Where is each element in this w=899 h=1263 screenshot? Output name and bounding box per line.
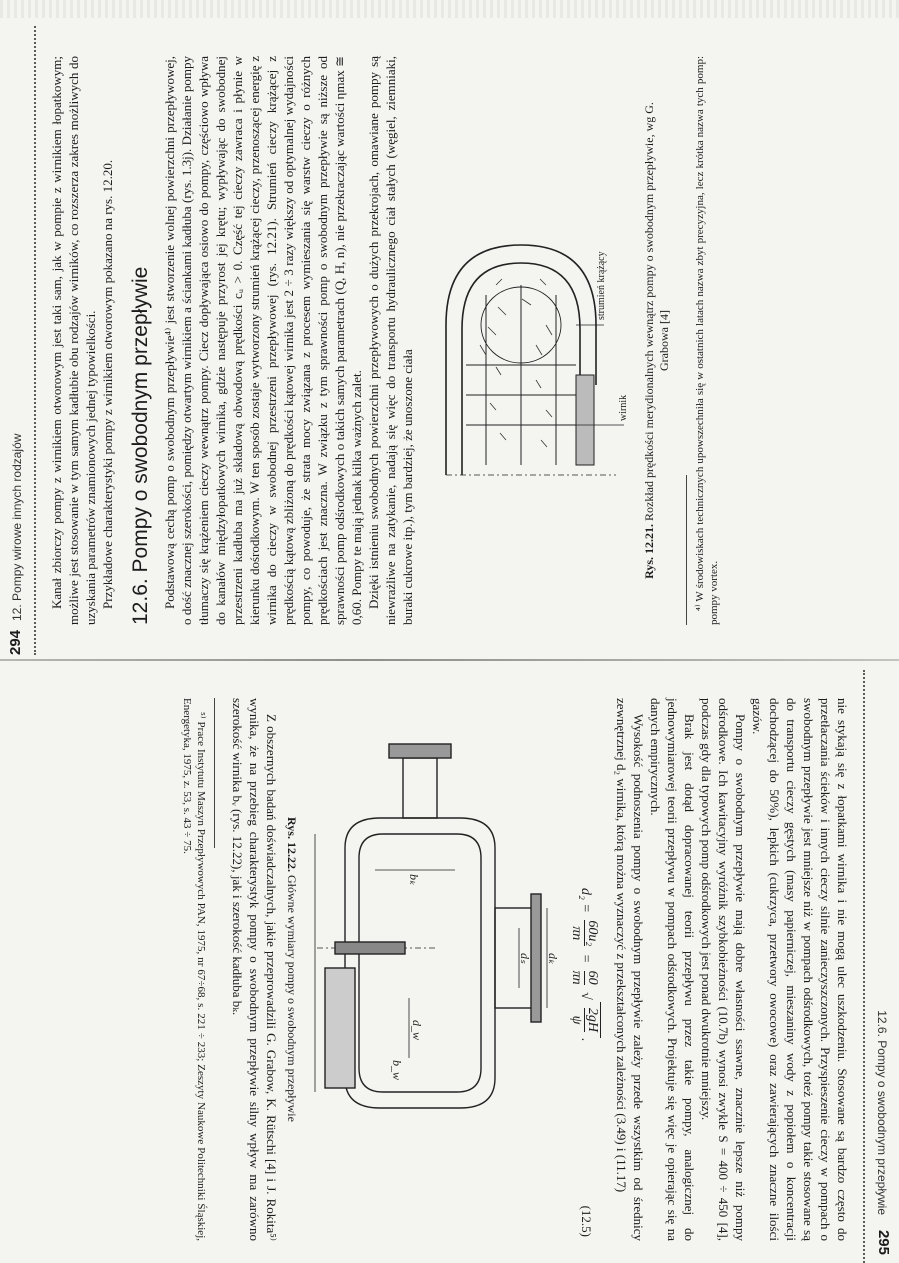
page-header	[0, 26, 36, 655]
equation-body: d₂ = 60u₂ πn = 60 πn √ 2gH ψ .	[569, 888, 601, 1042]
label-dw: d_w	[410, 1020, 424, 1041]
equation-number: (12.5)	[579, 1205, 594, 1237]
page-header	[863, 670, 899, 1263]
caption-number: Rys. 12.21.	[642, 524, 656, 579]
section-heading: 12.6. Pompy o swobodnym przepływie	[129, 266, 152, 625]
footnote-rule	[686, 475, 687, 625]
label-ds: dₛ	[518, 953, 532, 964]
paragraph: Podstawową cechą pomp o swobodnym przepływie⁴⁾ jest stworzenie wolnej powierzchni przepływowej, o dość znacznej szerokości, pomiędzy otwartym wirnikiem a ściankami kadłuba (rys. 1.3j). Działanie pompy tłumaczy się krążeniem cieczy wewnątrz pompy. Ciecz dopływająca osiowo do pompy, częściowo wpływa do kanałów międzyłopatkowych wirnika, gdzie następuje przyrost jej krętu; wypływając do swobodnej przestrzeni kadłuba ma już składową obwodową prędkości cᵤ > 0. Część tej cieczy zawraca i płynie w kierunku dośrodkowym. W ten sposób zostaje wytworzony strumień krążącej cieczy, przenoszącej energię z wirnika do cieczy w swobodnej przestrzeni przepływowej (rys. 12.21). Strumień cieczy krążącej z prędkością kątową zbliżoną do prędkości kątowej wirnika jest 2 ÷ 3 razy większy od optymalnej wydajności pompy, co powoduje, że strata mocy związana z procesem wymieszania się warstw cieczy o różnych prędkościach jest znaczna. W związku z tym sprawności pomp o swobodnym przepływie są niższe od sprawności pomp odśrodkowych o takich samych parametrach (Q, H, n), nie przekraczając wartości ηmax ≅ 0,60. Pompy te mają jednak kilka ważnych zalet.	[162, 56, 364, 625]
velocity-distribution-drawing	[426, 56, 636, 625]
page-295	[0, 670, 899, 1263]
running-head: 12. Pompy wirowe innych rodzajów	[10, 433, 24, 621]
paragraph: Z obszernych badań doświadczalnych, jakie przeprowadzili G. Grabow, K. Rütschi [4] i J. Rokita⁵⁾ wynika, że na przebieg charakterystyk pompy o swobodnym przepływie silny wpływ ma zarówno szerokość wirnika bᵥ (rys. 12.22), jak i szerokość kadłuba bₖ.	[230, 698, 279, 1241]
figure-12-21	[426, 56, 672, 625]
paragraph: Wysokość podnoszenia pompy o swobodnym przepływie zależy przede wszystkim od średnicy zewnętrznej d₂ wirnika, którą można wyznaczyć z przekształconych zależności (3.49) i (11.17)	[614, 698, 646, 1241]
label-bk: bₖ	[407, 874, 421, 886]
label-impeller: wirnik	[618, 394, 629, 421]
figure-caption	[284, 738, 299, 1201]
paragraph: Kanał zbiorczy pompy z wirnikiem otworowym jest taki sam, jak w pompie z wirnikiem łopatkowym; możliwe jest stosowanie w tym samym kadłubie obu rodzajów wirników, co rozszerza zakres możliwych do uzyskania parametrów znamionowych jednej typowielkości.	[49, 56, 98, 625]
caption-text: Rozkład prędkości merydionalnych wewnątrz pompy o swobodnym przepływie, wg G. Grabowa [4]	[642, 102, 671, 524]
caption-text: Główne wymiary pompy o swobodnym przepływie	[285, 871, 299, 1122]
page-number: 295	[875, 1229, 892, 1255]
paragraph: Dzięki istnieniu swobodnych powierzchni przepływowych o dużych przekrojach, omawiane pompy są niewrażliwe na zatykanie, nadają się więc do transportu hydraulicznego ciał stałych (węgiel, ziemniaki, buraki cukrowe itp.), tym bardziej, że unoszone ciała	[366, 56, 415, 625]
label-bw: b_w	[390, 1060, 404, 1081]
paragraph: Brak jest dotąd dopracowanej teorii przepływu przez takie pompy, analogicznej do jednowymiarowej teorii przepływu w pompach odśrodkowych. Projektuje się więc je opierając się na danych empirycznych.	[648, 698, 697, 1241]
footnote: ⁴⁾ W środowiskach technicznych upowszechniła się w ostatnich latach nazwa zbyt precyzyjna, lecz krótka nazwa tych pomp: pompy vortex.	[694, 56, 720, 625]
paragraph: Przykładowe charakterystyki pompy z wirnikiem otworowym pokazano na rys. 12.20.	[100, 159, 115, 609]
equation-12-5	[565, 698, 607, 1241]
page-294	[0, 26, 899, 655]
page-gutter	[0, 659, 899, 661]
scan-edge	[0, 0, 899, 18]
caption-number: Rys. 12.22.	[285, 817, 299, 872]
figure-12-22	[284, 698, 560, 1241]
paragraph: Pompy o swobodnym przepływie mają dobre własności ssawne, znacznie lepsze niż pompy odśrodkowe. Ich kawitacyjny wyróżnik szybkobieżności (10.7b) wynosi zwykle S = 400 ÷ 450 [4], podczas gdy dla typowych pomp odśrodkowych jest ponad dwukrotnie mniejszy.	[699, 698, 748, 1241]
page-body	[180, 698, 851, 1241]
footnote: ⁵⁾ Prace Instytutu Maszyn Przepływowych PAN, 1975, nr 67÷68, s. 221 ÷ 233; Zeszyty Naukowe Politechniki Śląskiej, Energetyka, 1975, z. 53, s. 43 ÷ 75.	[181, 698, 207, 1241]
figure-caption	[642, 96, 672, 585]
label-circulating-stream: strumień krążący	[596, 251, 607, 320]
footnote-rule	[214, 698, 215, 848]
pump-dimensions-drawing	[305, 698, 560, 1241]
page-number: 294	[7, 629, 24, 655]
label-dk: dₖ	[546, 953, 560, 965]
running-head: 12.6. Pompy o swobodnym przepływie	[875, 1010, 889, 1215]
page-body	[48, 56, 721, 625]
paragraph: nie stykają się z łopatkami wirnika i nie mogą ulec uszkodzeniu. Stosowane są bardzo często do przetłaczania ścieków i innych cieczy silnie zanieczyszczonych. Przyspieszenie cieczy w pompach o swobodnym przepływie jest mniejsze niż w pompach odśrodkowych, toteż pompy takie stosowane są do transportu cieczy gęstych (masy papierniczej, mieszaniny wody z popiołem o koncentracji dochodzącej do 50%), lepkich (cukrzyca, przetwory owocowe) oraz zawierających znaczne ilości gazów.	[750, 698, 850, 1241]
